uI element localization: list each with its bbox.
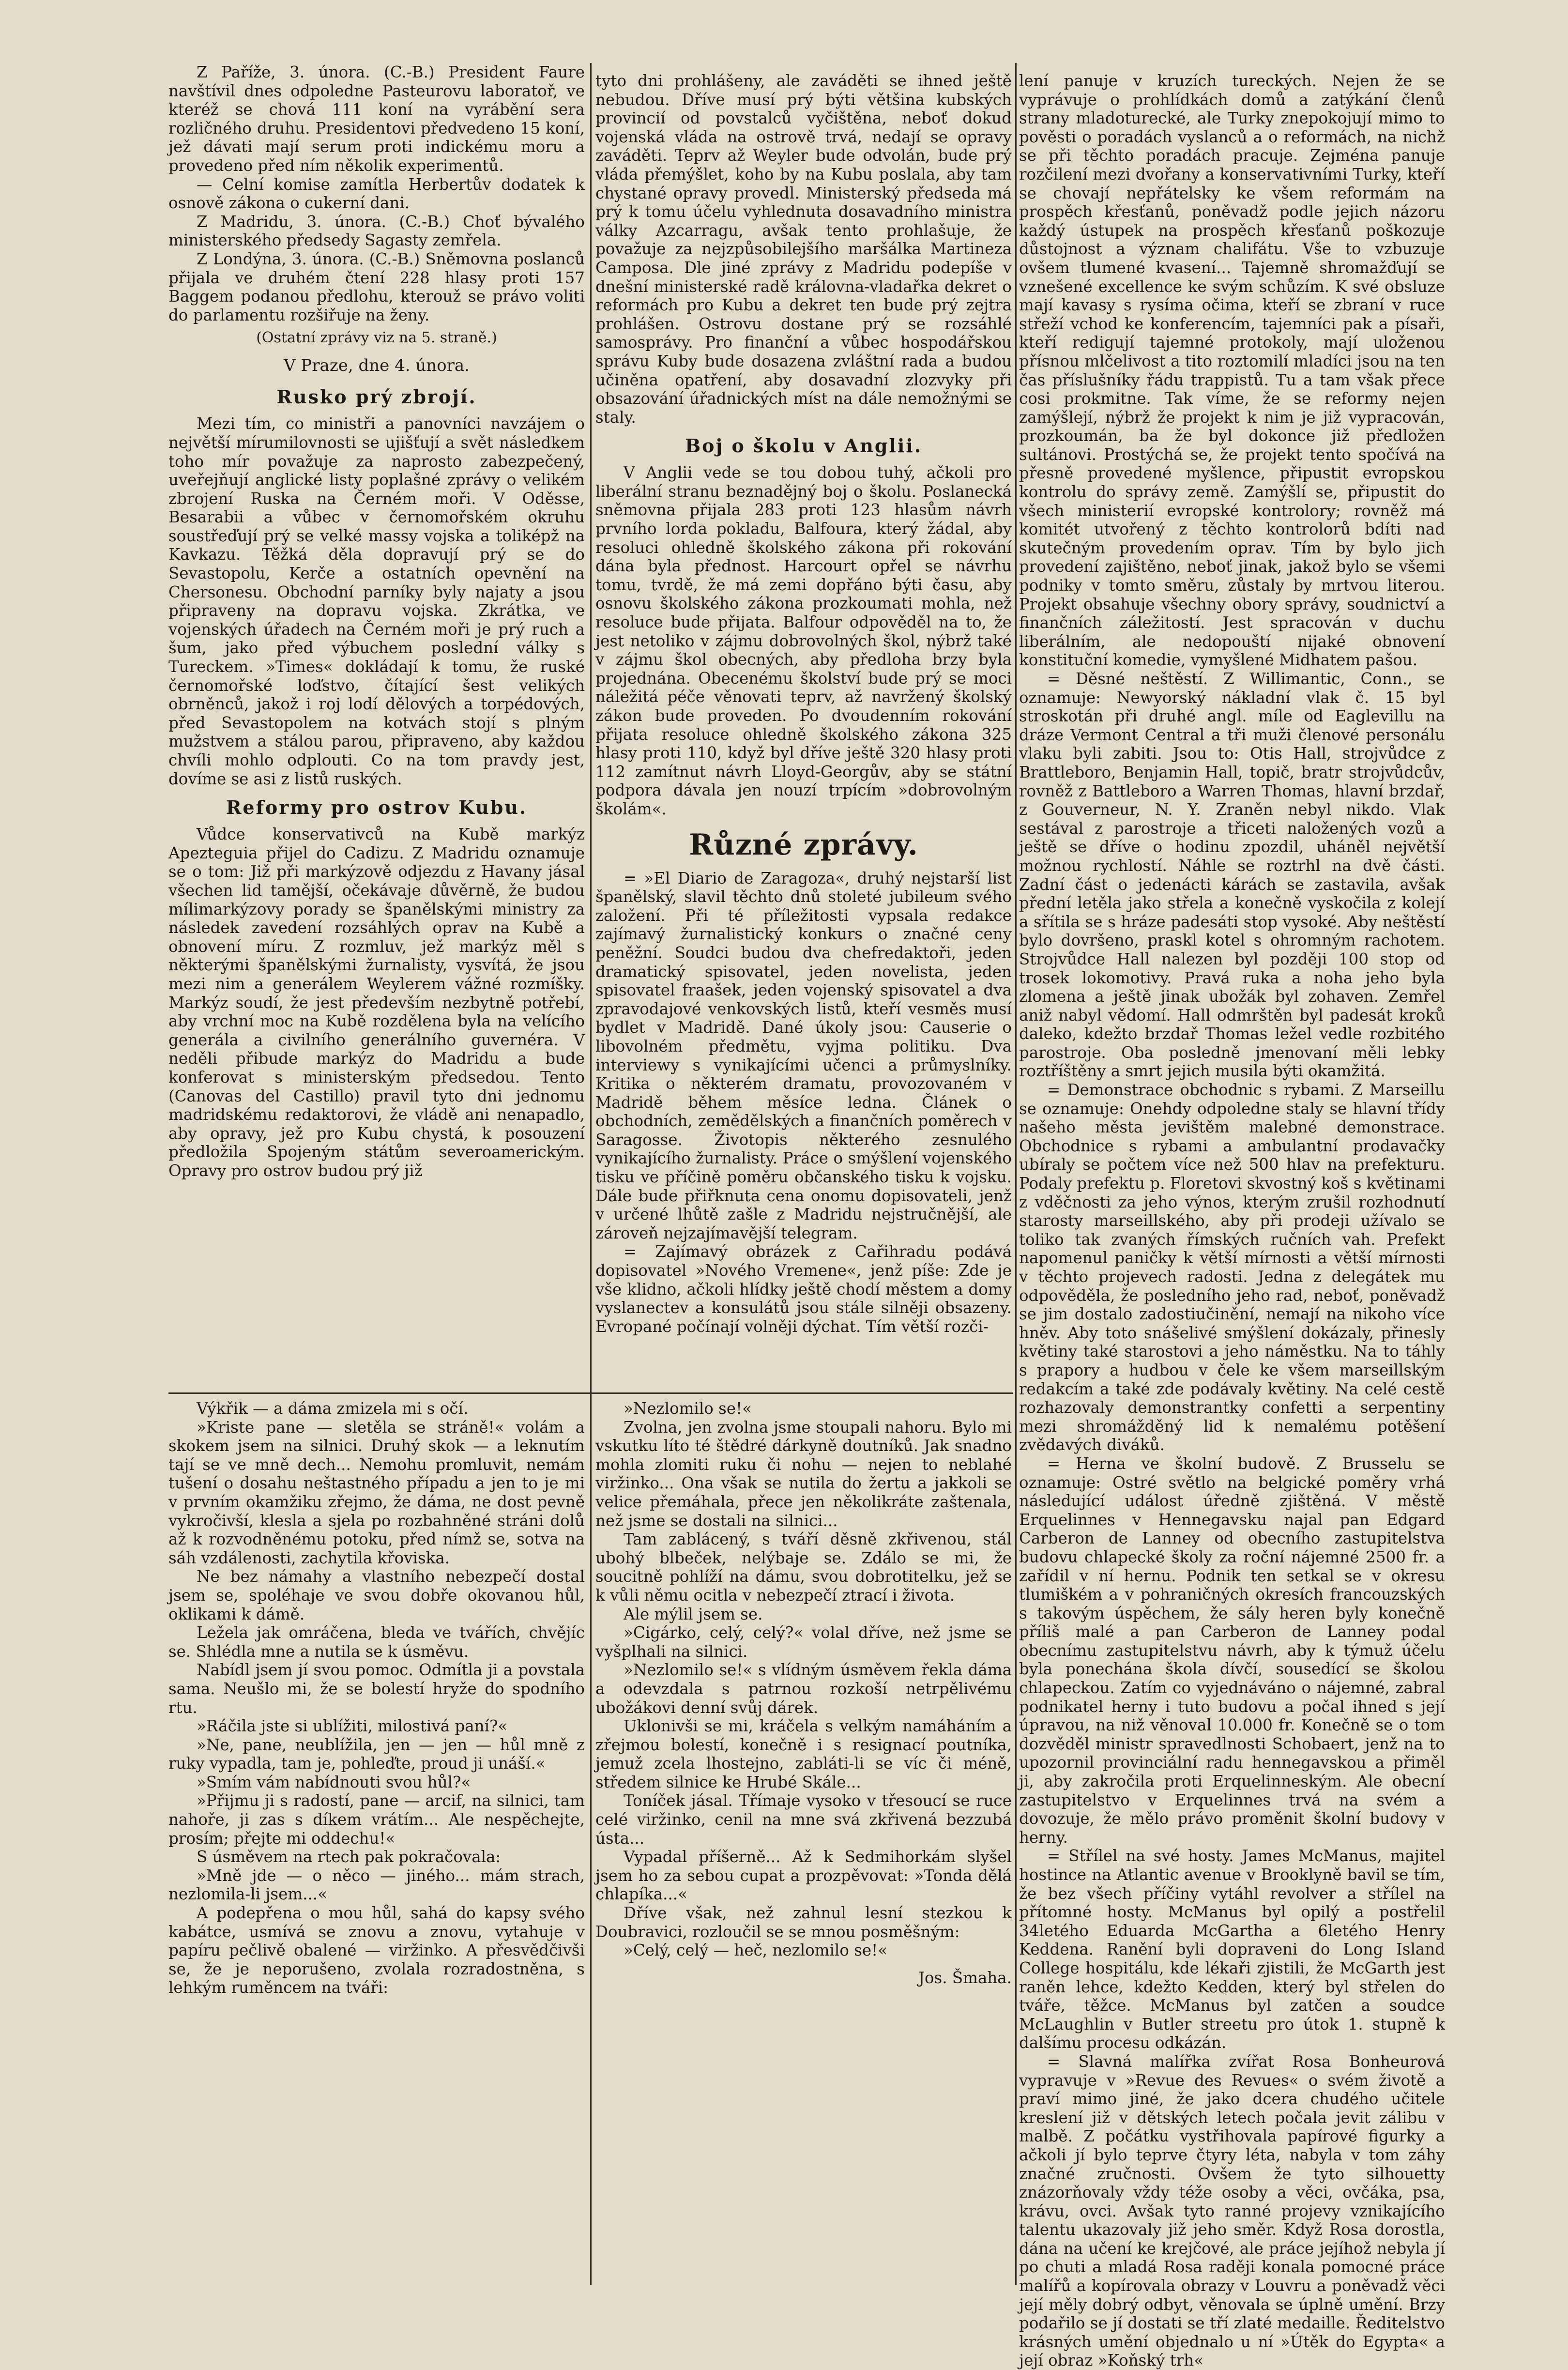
heading-rusko: Rusko prý zbrojí. — [276, 386, 477, 408]
news-carihrad: = Zajímavý obrázek z Cařihradu podává dopisovatel »Nového Vremene«, jenž píše: Zde je vše klidno, ačkoli hlídky ještě chodí městem a domy vyslanectev a konsulátů jsou stále silněji obsazeny. Evropané počínají volněji dýchat. Tím větší rozči- — [595, 1242, 1012, 1336]
story-p: Dříve však, než zahnul lesní stezkou k Doubravici, rozloučil se se mnou posměšným: — [595, 1904, 1012, 1941]
news-madrid: Z Madridu, 3. února. (C.-B.) Choť bývalého ministerského předsedy Sagasty zemřela. — [168, 212, 585, 250]
article-reformy-cont: tyto dni prohlášeny, ale zaváděti se ihned ještě nebudou. Dříve musí prý býti většina kubských provincií od povstalců vyčištěna, neboť dokud vojenská vláda na ostrově trvá, nedají se opravy zaváděti. Teprv až Weyler bude odvolán, bude prý vláda přemýšlet, koho by na Kubu poslala, aby tam chystané opravy provedl. Ministerský předseda má prý k tomu účelu vyhlednuta dosavadního ministra války Azcarragu, avšak tento prohlašuje, že považuje za nejzpůsobilejšího maršálka Martineza Camposa. Dle jiné zprávy z Madridu podepíše v dnešní ministerské radě královna-vladařka dekret o reformách pro Kubu a dekret ten bude prý zejtra prohlášen. Ostrovu dostane prý se rozsáhlé samosprávy. Pro finanční a vůbec hospodářskou správu Kuby bude dosazena zvláštní rada a budou učiněna opatření, aby dosavadní zlozvyky při obsazování úřadnických míst na dále nemožnými se staly. — [595, 72, 1012, 427]
column-rule-2 — [1015, 63, 1017, 2285]
story-p: »Mně jde — o něco — jiného... mám strach, nezlomila-li jsem...« — [168, 1866, 585, 1904]
news-carihrad-cont: lení panuje v kruzích tureckých. Nejen že se vyprávuje o prohlídkách domů a zatýkání členů strany mladoturecké, ale Turky znepokojují mimo to pověsti o poradách vyslanců a o reformách, na nichž se při těchto poradách pracuje. Zejména panuje rozčilení mezi dvořany a konservativními Turky, kteří se chovají nepřátelsky ke všem reformám na prospěch křesťanů, poněvadž podle jejich názoru každý ústupek na prospěch křesťanů poškozuje důstojnost a význam chalifátu. Vše to vzbuzuje ovšem tlumené kvasení... Tajemně shromažďují se vznešené excellence ke svým schůzím. K své obsluze mají kavasy s rysíma očima, kteří se zbraní v ruce střeží vchod ke konferencím, tajemníci pak a písaři, kteří redigují tajemné protokoly, mají uloženou přísnou mlčelivost a tito roztomilí mladíci jsou na ten čas příslušníky řádu trappistů. Tu a tam však přece cosi prokmitne. Tak víme, že se reformy nejen zamýšlejí, nýbrž že projekt k nim je již vypracován, prozkoumán, ba že byl dokonce již předložen sultánovi. Prostýchá se, že projekt tento spočívá na přesně provedené myšlence, připustit evropskou kontrolu do správy země. Zamýšlí se, připustit do všech ministerií evropské kontrolory; rovněž má komitét utvořený z těchto kontrolorů bdíti nad skutečným provedením oprav. Tím by bylo jich provedení zajištěno, neboť jinak, jakož bylo se všemi podniky v tomto směru, zůstaly by mrtvou literou. Projekt obsahuje všechny obory správy, soudnictví a finančních záležitostí. Jest spracován v duchu liberálním, ale nedopouští nijaké obnovení konstituční komedie, vymyšlené Midhatem pašou. — [1019, 72, 1445, 670]
column-2 — [595, 72, 1012, 1387]
story-p: »Ne, pane, neublížila, jen — jen — hůl mně z ruky vypadla, tam je, pohleďte, proud ji unáší.« — [168, 1735, 585, 1773]
column-1 — [168, 63, 585, 1387]
story-p: S úsměvem na rtech pak pokračovala: — [197, 1848, 501, 1866]
story-p: Zvolna, jen zvolna jsme stoupali nahoru. Bylo mi vskutku líto té štědré dárkyně doutníků. Jak snadno mohla zlomiti ruku či nohu — nejen to neblahé viržinko... Ona však se nutila do žertu a jakkoli se velice přemáhala, přece jen několikráte zaštenala, než jsme se dostali na silnici... — [595, 1418, 1012, 1530]
story-p: Výkřik — a dáma zmizela mi s očí. — [197, 1399, 469, 1418]
story-p: »Ráčila jste si ublížiti, milostivá paní?« — [197, 1717, 508, 1736]
story-p: »Kriste pane — sletěla se stráně!« volám a skokem jsem na silnici. Druhý skok — a leknutím tají se ve mně dech... Nemohu promluvit, nemám tušení o dosahu neštastného případu a jen to je mi v prvním okamžiku zřejmo, že dáma, ne dost pevně vykročivší, klesla a sjela po rozbahněné stráni dolů až k rozvodněnému potoku, před nímž se, sotva na sáh vzdálenosti, zachytila křoviska. — [168, 1418, 585, 1567]
story-author: Jos. Šmaha. — [918, 1968, 1012, 1987]
story-p: »Celý, celý — heč, nezlomilo se!« — [624, 1941, 888, 1960]
story-p: Toníček jásal. Třímaje vysoko v třesoucí se ruce celé viržinko, cenil na mne svá zkřivená bezzubá ústa... — [595, 1791, 1012, 1848]
other-news-note: (Ostatní zprávy viz na 5. straně.) — [256, 329, 497, 347]
news-paris: Z Paříže, 3. února. (C.-B.) President Faure navštívil dnes odpoledne Pasteurovu laboratoř, ve kteréž se chová 111 koní na vyrábění sera rozličného druhu. Presidentovi předvedeno 15 koní, jež dávati mají serum proti indickému moru a provedeno před ním několik experimentů. — [168, 63, 585, 175]
news-customs: — Celní komise zamítla Herbertův dodatek k osnově zákona o cukerní dani. — [168, 175, 585, 213]
story-left — [168, 1399, 585, 2285]
heading-boj: Boj o školu v Anglii. — [685, 435, 922, 457]
story-p: »Nezlomilo se!« — [624, 1399, 752, 1418]
story-p: Vypadal příšerně... Až k Sedmihorkám slyšel jsem ho za sebou cupat a prozpěvovat: »Tonda dělá chlapíka...« — [595, 1848, 1012, 1904]
article-rusko: Mezi tím, co ministři a panovníci navzájem o největší mírumilovnosti se ujišťují a svět následkem toho mír považuje za naprosto zabezpečený, uveřejňují anglické listy poplašné zprávy o velikém zbrojení Ruska na Černém moři. V Oděsse, Besarabii a vůbec v černomořském okruhu soustřeďují prý se velké massy vojska a toliképž na Kavkazu. Těžká děla dopravují prý se do Sevastopolu, Kerče a ostatních opevnění na Chersonesu. Obchodní parníky byly najaty a jsou připraveny na dopravu vojska. Zkrátka, ve vojenských úřadech na Černém moři je prý ruch a šum, jako před výbuchem poslední války s Tureckem. »Times« dokládají k tomu, že ruské černomořské loďstvo, čítající šest velikých obrněnců, jakož i roj lodí dělových a torpédových, před Sevastopolem na kotvách stojí s plným mužstvem a stálou parou, připraveno, aby každou chvíli mohlo odplouti. Co na tom pravdy jest, dovíme se asi z listů ruských. — [168, 414, 585, 788]
article-reformy: Vůdce konservativců na Kubě markýz Apezteguia přijel do Cadizu. Z Madridu oznamuje se o tom: Již při markýzově odjezdu z Havany jásal všechen lid tamější, očekávaje důvěrně, že budou mílimarkýzovy porady se španělskými ministry za následek zavedení rozsáhlých oprav na Kubě a obnovení míru. Z rozmluv, jež markýz měl s některými španělskými žurnalisty, vysvítá, že jsou mezi nim a generálem Weylerem vážné rozmíšky. Markýz soudí, že jest především nezbytně potřebí, aby vrchní moc na Kubě rozdělena byla na velícího generála a civilního generálního guvernéra. V neděli přibude markýz do Madridu a bude konferovat s ministerským předsedou. Tento (Canovas del Castillo) pravil tyto dni jednomu madridskému redaktorovi, že vládě ani nenapadlo, aby opravy, jež pro Kubu chystá, k posouzení předložila Spojeným státům severoamerickým. Opravy pro ostrov budou prý již — [168, 825, 585, 1180]
heading-reformy: Reformy pro ostrov Kubu. — [226, 796, 528, 819]
news-zaragoza: = »El Diario de Zaragoza«, druhý nejstarší list španělský, slavil těchto dnů stoleté jubileum svého založení. Při té příležitosti vypsala redakce zajímavý žurnalistický konkurs o značné ceny peněžní. Soudci budou dva chefredaktoři, jeden dramatický spisovatel, jeden novelista, jeden spisovatel fraašek, jeden vojenský spisovatel a dva zpravodajové venkovských listů, kteří vesměs musí bydlet v Madridě. Dané úkoly jsou: Causerie o libovolném předmětu, vyjma politiku. Dva interviewy s vynikajícími učenci a průmyslníky. Kritika o některém dramatu, provozovaném v Madridě během měsíce ledna. Článek o obchodních, zemědělských a finančních poměrech v Saragosse. Životopis některého zesnulého vynikajícího žurnalisty. Práce o smýšlení vojenského tisku ve příčině poměru občanského tisku k vojsku. Dále bude přiřknuta cena onomu dopisovateli, jenž v určené lhůtě zašle z Madridu nejstručnější, ale zároveň nejzajímavější telegram. — [595, 869, 1012, 1242]
news-nestesti: = Děsné neštěstí. Z Willimantic, Conn., se oznamuje: Newyorský nákladní vlak č. 15 byl stroskotán při druhé angl. míle od Eaglevillu na dráze Vermont Central a tři muži členové personálu vlaku byli zabiti. Jsou to: Otis Hall, strojvůdce z Brattleboro, Benjamin Hall, topič, bratr strojvůdcův, rovněž z Battleboro a Warren Thomas, hlavní brzdař, z Gouverneur, N. Y. Zraněn nebyl nikdo. Vlak sestával z parostroje a třiceti naložených vozů a ještě se dříve o hodinu zpozdil, uháněl největší možnou rychlostí. Náhle se roztrhl na dvě části. Zadní část o jedenácti kárách se zastavila, avšak přední letěla jako střela a konečně vyskočila z kolejí a sřítila se s hráze padesáti stop vysoké. Aby neštěstí bylo dovršeno, praskl kotel s ohromným rachotem. Strojvůdce Hall nalezen byl později 100 stop od trosek lokomotivy. Pravá ruka a noha jeho byla zlomena a ještě jinak ubožák byl zohaven. Zemřel aniž nabyl vědomí. Hall odmrštěn byl padesát kroků daleko, kdežto brzdař Thomas ležel vedle rozbitého parostroje. Oba posledně jmenovaní měli lebky roztříštěny a smrt jejich musila býti okamžitá. — [1019, 670, 1445, 1081]
story-right — [595, 1399, 1012, 2285]
news-strilel: = Střílel na své hosty. James McManus, majitel hostince na Atlantic avenue v Brooklyně bavil se tím, že bez všech příčiny vytáhl revolver a střílel na přítomné hosty. McManus byl opilý a postřelil 34letého Eduarda McGartha a 6letého Henry Keddena. Ranění byli dopraveni do Long Island College hospitálu, kde lékaři zjistili, že McGarth jest raněn lehce, kdežto Kedden, který byl střelen do tváře, těžce. McManus byl zatčen a soudce McLaughlin v Butler streetu pro útok 1. stupně k dalšímu procesu odkázán. — [1019, 1847, 1445, 2052]
feuilleton-rule — [168, 1392, 1013, 1394]
story-p: Tam zablácený, s tváří děsně zkřivenou, stál ubohý blbeček, nelýbaje se. Zdálo se mi, že soucitně pohlíží na dámu, svou dobrotitelku, jež se k vůli němu ocitla v nebezpečí ztrací i života. — [595, 1530, 1012, 1605]
story-p: »Přijmu ji s radostí, pane — arcif, na silnici, tam nahoře, ji zas s díkem vrátím... Ale nespěchejte, prosím; přejte mi oddechu!« — [168, 1791, 585, 1848]
story-p: »Cigárko, celý, celý?« volal dříve, než jsme se vyšplhali na silnici. — [595, 1623, 1012, 1661]
heading-ruzne: Různé zprávy. — [689, 827, 918, 862]
dateline: V Praze, dne 4. února. — [284, 356, 470, 376]
news-bonheur: = Slavná malířka zvířat Rosa Bonheurová vypravuje v »Revue des Revues« o svém životě a praví mimo jiné, že jako dcera chudého učitele kreslení již v dětských letech počala jevit zálibu v malbě. Z počátku vystřihovala papírové figurky a ačkoli jí bylo teprve čtyry léta, nabyla v tom záhy značné zručnosti. Ovšem že tyto silhouetty znázorňovaly vždy téže osoby a věci, ovčáka, psa, krávu, ovci. Avšak tyto ranné projevy vznikajícího talentu ukazovaly již jeho směr. Když Rosa dorostla, dána na učení ke krejčové, ale práce jejíhož nebyla jí po chuti a mladá Rosa raději konala pomocné práce malířů a kopírovala obrazy v Louvru a poněvadž věci její měly dobrý odbyt, věnovala se úplně umění. Brzy podařilo se jí dostati se tří zlaté medaille. Ředitelstvo krásných umění objednalo u ní »Útěk do Egypta« a její obraz »Koňský trh« — [1019, 2052, 1445, 2370]
story-p: Nabídl jsem jí svou pomoc. Odmítla ji a povstala sama. Neušlo mi, že se bolestí hryže do spodního rtu. — [168, 1661, 585, 1717]
column-rule-1 — [590, 63, 592, 2285]
story-p: A podepřena o mou hůl, sahá do kapsy svého kabátce, usmívá se znovu a znovu, vytahuje v papíru pečlivě obalené — viržinko. A přesvědčivši se, že je neporušeno, zvolala rozradostněna, s lehkým ruměncem na tváři: — [168, 1904, 585, 1997]
story-p: »Nezlomilo se!« s vlídným úsměvem řekla dáma a odevzdala s patrnou rozkoší netrpělivému ubožákovi denní svůj dárek. — [595, 1661, 1012, 1717]
story-p: Ale mýlil jsem se. — [624, 1605, 763, 1623]
news-herna: = Herna ve školní budově. Z Brusselu se oznamuje: Ostré světlo na belgické poměry vrhá následující událost úředně zjištěná. V městě Erquelinnes v Hennegavsku najal pan Edgard Carberon de Lanney od obecního zastupitelstva budovu chlapecké školy za roční nájemné 2500 fr. a zařídil v ní hernu. Podnik ten setkal se v okresu tlumiškém a v pohraničných okresích francouzských s takovým úspěchem, že sály heren byly konečně příliš malé a pan Carberon de Lanney podal obecnímu zastupitelstvu návrh, aby k týmuž účelu byla ponechána škola dívčí, sousedící se školou chlapeckou. Zatím co vyjednáváno o nájemné, zabral podnikatel herny i tuto budovu a počal ihned s její úpravou, na niž věnoval 10.000 fr. Konečně se o tom dozvěděl ministr spravedlnosti Schobaert, jenž na to upozornil provinciální radu hennegavskou a přiměl ji, aby zakročila proti Erquelinneským. Ale obecní zastupitelstvo v Erquelinnes trvá na svém a dovozuje, že mělo právo proměnit školní budovy v herny. — [1019, 1454, 1445, 1847]
story-p: Ležela jak omráčena, bleda ve tvářích, chvějíc se. Shlédla mne a nutila se k úsměvu. — [168, 1623, 585, 1661]
story-p: »Smím vám nabídnouti svou hůl?« — [197, 1773, 471, 1791]
column-3 — [1019, 72, 1445, 2370]
news-demonstrace: = Demonstrace obchodnic s rybami. Z Marseillu se oznamuje: Onehdy odpoledne staly se hlavní třídy našeho města jevištěm malebné demonstrace. Obchodnice s rybami a ambulantní prodavačky ubíraly se počtem více než 500 hlav na prefekturu. Podaly prefektu p. Floretovi skvostný koš s květinami z vděčnosti za jeho výnos, kterým zrušil rozhodnutí starosty marseillského, aby při prodeji užívalo se toliko tak zvaných římských ručních vah. Prefekt napomenul paničky k větší mírnosti a větší mírnosti v těchto projevech radosti. Jedna z delegátek mu odpověděla, že posledního jeho rad, neboť, poněvadž se jim dostalo zadostiučinění, nemají na nikoho více hněv. Aby toto snášelivé smýšlení dokázaly, přinesly květiny také starostovi a jeho náměstku. Na to táhly s prapory a hudbou v čele ke všem marseillským redakcím a také zde podávaly květiny. Na celé cestě rozhazovaly demonstrantky confetti a serpentiny mezi shromážděný lid k nemalému potěšení zvědavých diváků. — [1019, 1081, 1445, 1454]
article-boj: V Anglii vede se tou dobou tuhý, ačkoli pro liberální stranu beznadějný boj o školu. Poslanecká sněmovna přijala 283 proti 123 hlasům návrh prvního lorda pokladu, Balfoura, který žádal, aby resoluci ohledně školského zákona při rokování dána byla přednost. Harcourt opřel se návrhu tomu, tvrdě, že má zemi dopřáno býti času, aby osnovu školského zákona prozkoumati mohla, než resoluce bude přijata. Balfour odpověděl na to, že jest netoliko v zájmu dobrovolných škol, nýbrž také v zájmu škol obecných, aby předloha brzy byla projednána. Obecenému školství bude prý se moci náležitá péče věnovati teprv, až navržený školský zákon bude proveden. Po dvoudenním rokování přijata resoluce ohledně školského zákona 325 hlasy proti 110, když byl dříve ještě 320 hlasy proti 112 zamítnut návrh Lloyd-Georgův, aby se státní podpora dávala jen nouzí trpícím »dobrovolným školám«. — [595, 463, 1012, 818]
news-london: Z Londýna, 3. února. (C.-B.) Sněmovna poslanců přijala ve druhém čtení 228 hlasy proti 157 Baggem podanou předlohu, kterouž se právo voliti do parlamentu rozšiřuje na ženy. — [168, 249, 585, 324]
story-p: Uklonivši se mi, kráčela s velkým namáháním a zřejmou bolestí, konečně i s resignací poutníka, jemuž zcela lhostejno, zabláti-li se víc či méně, středem silnice ke Hrubé Skále... — [595, 1717, 1012, 1791]
story-p: Ne bez námahy a vlastního nebezpečí dostal jsem se, spoléhaje ve svou dobře okovanou hůl, oklikami k dámě. — [168, 1567, 585, 1623]
